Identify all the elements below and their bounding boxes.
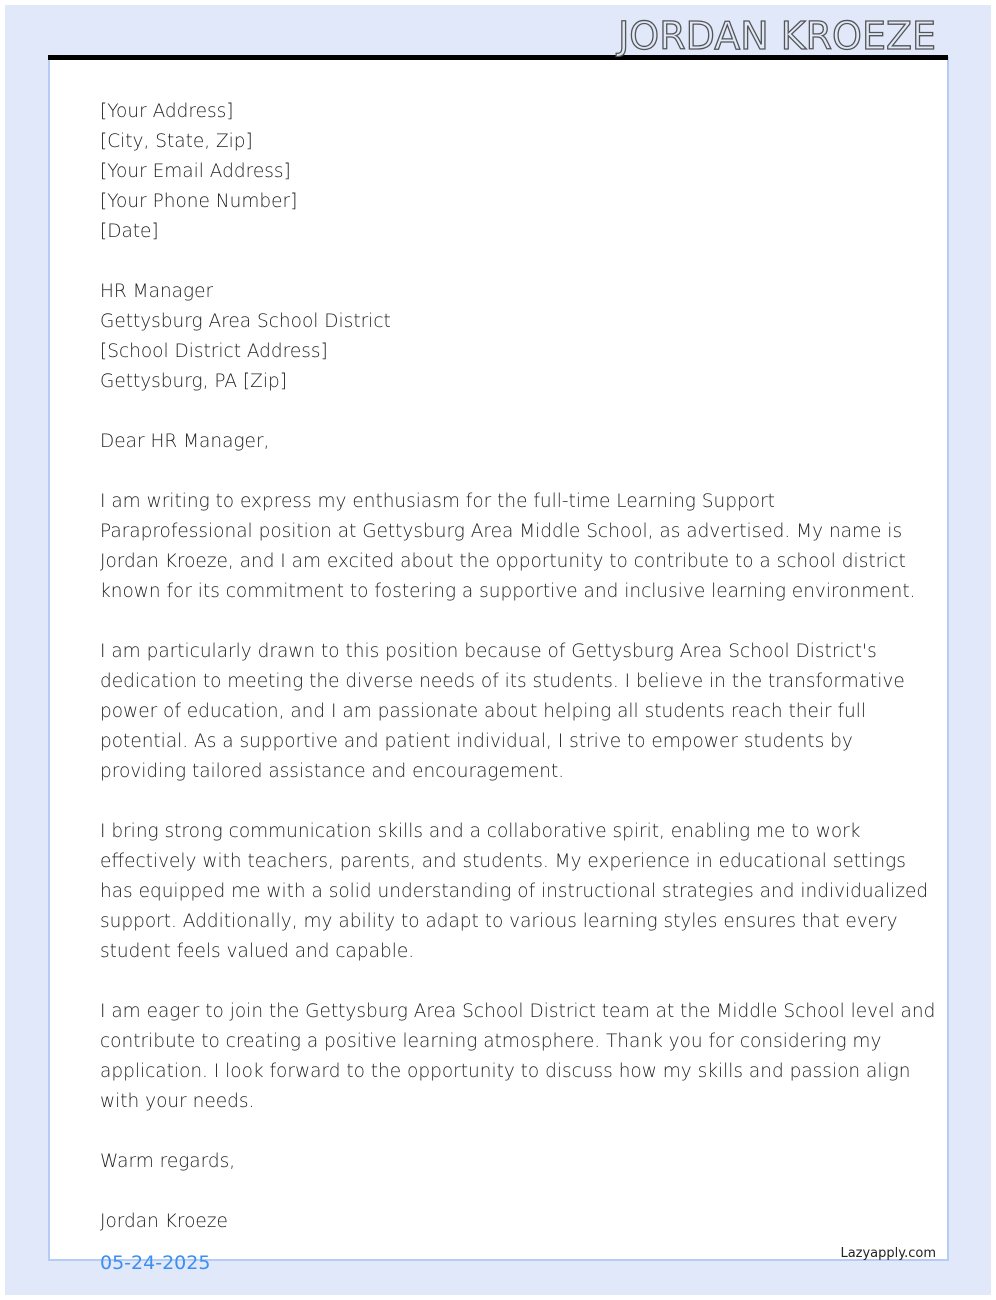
paragraph-line: I am eager to join the Gettysburg Area School District team at the Middle School level and (100, 1001, 936, 1022)
body-paragraph (100, 637, 920, 787)
paragraph-line: potential. As a supportive and patient individual, I strive to empower students by (100, 731, 853, 752)
body-paragraphs (100, 487, 936, 1147)
paragraph-line: I bring strong communication skills and a collaborative spirit, enabling me to work (100, 821, 861, 842)
sender-phone: [Your Phone Number] (100, 191, 298, 212)
footer-date: 05-24-2025 (100, 1252, 211, 1274)
applicant-name-heading: JORDAN KROEZE (618, 14, 936, 58)
footer-brand: Lazyapply.com (840, 1246, 936, 1261)
body-paragraph (100, 817, 929, 967)
sender-block (100, 97, 920, 247)
body-paragraph (100, 487, 920, 607)
signature: Jordan Kroeze (100, 1211, 228, 1232)
paragraph-line: application. I look forward to the opportunity to discuss how my skills and passion align (100, 1061, 911, 1082)
paragraph-line: providing tailored assistance and encouragement. (100, 761, 565, 782)
recipient-city: Gettysburg, PA [Zip] (100, 371, 287, 392)
paragraph-line: student feels valued and capable. (100, 941, 415, 962)
paragraph-line: known for its commitment to fostering a supportive and inclusive learning environment. (100, 581, 916, 602)
paragraph-line: effectively with teachers, parents, and students. My experience in educational settings (100, 851, 906, 872)
recipient-address: [School District Address] (100, 341, 328, 362)
paragraph-line: with your needs. (100, 1091, 255, 1112)
body-paragraph (100, 997, 936, 1117)
recipient-title: HR Manager (100, 281, 214, 302)
paragraph-line: I am particularly drawn to this position because of Gettysburg Area School District's (100, 641, 877, 662)
recipient-org: Gettysburg Area School District (100, 311, 391, 332)
paragraph-line: Jordan Kroeze, and I am excited about the opportunity to contribute to a school district (100, 551, 906, 572)
closing: Warm regards, (100, 1151, 236, 1172)
paragraph-line: support. Additionally, my ability to adapt to various learning styles ensures that every (100, 911, 898, 932)
paragraph-line: dedication to meeting the diverse needs of its students. I believe in the transformative (100, 671, 905, 692)
recipient-block (100, 277, 920, 397)
sender-address: [Your Address] (100, 101, 234, 122)
salutation: Dear HR Manager, (100, 431, 270, 452)
sender-city: [City, State, Zip] (100, 131, 253, 152)
sender-date: [Date] (100, 221, 159, 242)
paragraph-line: power of education, and I am passionate about helping all students reach their full (100, 701, 867, 722)
paragraph-line: contribute to creating a positive learning atmosphere. Thank you for considering my (100, 1031, 882, 1052)
letter-body (100, 97, 936, 1237)
paragraph-line: I am writing to express my enthusiasm for the full-time Learning Support (100, 491, 775, 512)
paragraph-line: Paraprofessional position at Gettysburg Area Middle School, as advertised. My name is (100, 521, 903, 542)
paragraph-line: has equipped me with a solid understanding of instructional strategies and individualized (100, 881, 929, 902)
sender-email: [Your Email Address] (100, 161, 291, 182)
